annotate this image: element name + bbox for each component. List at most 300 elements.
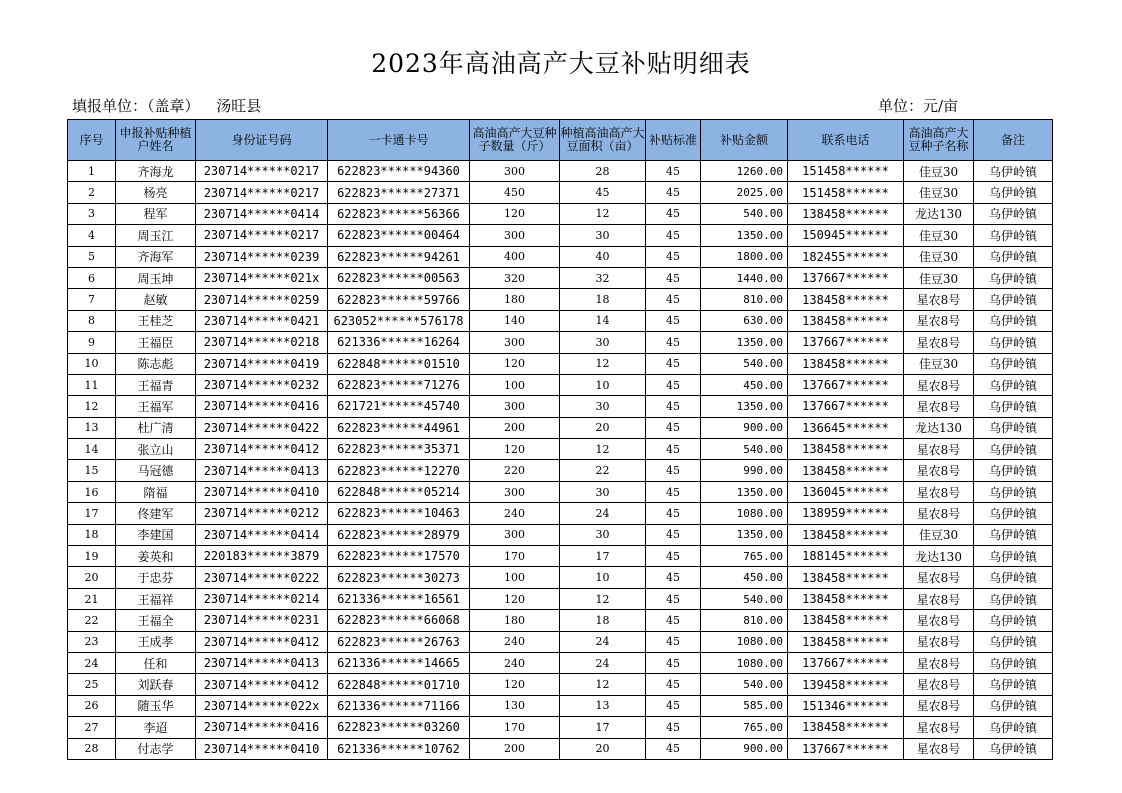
cell-card-number: 622823******56366: [328, 203, 470, 224]
cell-applicant-name: 周玉江: [116, 225, 196, 246]
cell-id-number: 230714******0232: [196, 374, 328, 395]
cell-applicant-name: 杨亮: [116, 182, 196, 203]
cell-applicant-name: 程军: [116, 203, 196, 224]
cell-applicant-name: 佟建军: [116, 503, 196, 524]
cell-subsidy-rate: 45: [646, 332, 701, 353]
table-row: [68, 674, 1053, 695]
cell-remarks: 乌伊岭镇: [974, 674, 1053, 695]
cell-subsidy-rate: 45: [646, 439, 701, 460]
cell-seed-quantity: 200: [470, 738, 560, 759]
cell-card-number: 621336******71166: [328, 695, 470, 716]
cell-seed-name: 星农8号: [904, 631, 974, 652]
table-row: [68, 417, 1053, 438]
table-row: [68, 588, 1053, 609]
cell-subsidy-rate: 45: [646, 225, 701, 246]
cell-card-number: 622823******17570: [328, 546, 470, 567]
cell-subsidy-rate: 45: [646, 460, 701, 481]
cell-index: 25: [68, 674, 116, 695]
table-row: [68, 460, 1053, 481]
cell-phone: 137667******: [788, 396, 904, 417]
cell-planting-area: 10: [560, 374, 646, 395]
cell-index: 3: [68, 203, 116, 224]
cell-phone: 136645******: [788, 417, 904, 438]
cell-index: 5: [68, 246, 116, 267]
cell-phone: 150945******: [788, 225, 904, 246]
cell-applicant-name: 任和: [116, 652, 196, 673]
cell-id-number: 230714******0412: [196, 674, 328, 695]
cell-subsidy-amount: 540.00: [701, 353, 788, 374]
cell-id-number: 230714******0413: [196, 460, 328, 481]
cell-index: 18: [68, 524, 116, 545]
cell-id-number: 230714******0217: [196, 225, 328, 246]
cell-card-number: 621336******14665: [328, 652, 470, 673]
header-planting-area: 种植高油高产大豆面积（亩）: [560, 120, 646, 161]
cell-index: 20: [68, 567, 116, 588]
cell-id-number: 230714******0416: [196, 396, 328, 417]
cell-subsidy-amount: 540.00: [701, 674, 788, 695]
cell-card-number: 622848******01710: [328, 674, 470, 695]
cell-phone: 138959******: [788, 503, 904, 524]
cell-subsidy-amount: 540.00: [701, 588, 788, 609]
cell-subsidy-amount: 990.00: [701, 460, 788, 481]
cell-index: 24: [68, 652, 116, 673]
cell-subsidy-rate: 45: [646, 631, 701, 652]
cell-id-number: 230714******0218: [196, 332, 328, 353]
cell-id-number: 230714******0416: [196, 717, 328, 738]
cell-id-number: 230714******0239: [196, 246, 328, 267]
cell-remarks: 乌伊岭镇: [974, 631, 1053, 652]
cell-subsidy-amount: 810.00: [701, 289, 788, 310]
cell-planting-area: 14: [560, 310, 646, 331]
cell-id-number: 230714******022x: [196, 695, 328, 716]
cell-id-number: 220183******3879: [196, 546, 328, 567]
cell-card-number: 621336******16561: [328, 588, 470, 609]
cell-index: 8: [68, 310, 116, 331]
cell-remarks: 乌伊岭镇: [974, 203, 1053, 224]
cell-applicant-name: 李建国: [116, 524, 196, 545]
cell-seed-name: 星农8号: [904, 289, 974, 310]
header-card-number: 一卡通卡号: [328, 120, 470, 161]
cell-planting-area: 24: [560, 503, 646, 524]
table-row: [68, 439, 1053, 460]
cell-card-number: 622823******44961: [328, 417, 470, 438]
cell-id-number: 230714******0217: [196, 182, 328, 203]
header-applicant-name: 申报补贴种植户姓名: [116, 120, 196, 161]
cell-subsidy-amount: 810.00: [701, 610, 788, 631]
header-seed-quantity: 高油高产大豆种子数量（斤）: [470, 120, 560, 161]
cell-planting-area: 30: [560, 225, 646, 246]
cell-subsidy-amount: 765.00: [701, 717, 788, 738]
cell-card-number: 622823******94261: [328, 246, 470, 267]
cell-planting-area: 18: [560, 289, 646, 310]
cell-remarks: 乌伊岭镇: [974, 267, 1053, 288]
cell-phone: 138458******: [788, 610, 904, 631]
cell-planting-area: 17: [560, 546, 646, 567]
cell-phone: 151458******: [788, 182, 904, 203]
cell-applicant-name: 姜英和: [116, 546, 196, 567]
cell-planting-area: 22: [560, 460, 646, 481]
cell-seed-name: 佳豆30: [904, 267, 974, 288]
cell-phone: 138458******: [788, 524, 904, 545]
cell-applicant-name: 陈志彪: [116, 353, 196, 374]
cell-remarks: 乌伊岭镇: [974, 546, 1053, 567]
cell-applicant-name: 齐海军: [116, 246, 196, 267]
cell-applicant-name: 李迢: [116, 717, 196, 738]
cell-subsidy-amount: 1080.00: [701, 631, 788, 652]
cell-index: 4: [68, 225, 116, 246]
cell-phone: 138458******: [788, 310, 904, 331]
cell-planting-area: 20: [560, 738, 646, 759]
cell-planting-area: 12: [560, 674, 646, 695]
cell-id-number: 230714******0231: [196, 610, 328, 631]
cell-index: 15: [68, 460, 116, 481]
cell-planting-area: 24: [560, 631, 646, 652]
cell-index: 26: [68, 695, 116, 716]
cell-subsidy-amount: 1350.00: [701, 225, 788, 246]
cell-planting-area: 45: [560, 182, 646, 203]
cell-subsidy-rate: 45: [646, 203, 701, 224]
cell-seed-name: 星农8号: [904, 610, 974, 631]
table-row: [68, 481, 1053, 502]
cell-id-number: 230714******0421: [196, 310, 328, 331]
cell-seed-name: 星农8号: [904, 396, 974, 417]
cell-planting-area: 12: [560, 439, 646, 460]
cell-remarks: 乌伊岭镇: [974, 289, 1053, 310]
cell-card-number: 622823******10463: [328, 503, 470, 524]
cell-index: 21: [68, 588, 116, 609]
cell-planting-area: 20: [560, 417, 646, 438]
cell-subsidy-amount: 765.00: [701, 546, 788, 567]
cell-subsidy-amount: 1350.00: [701, 524, 788, 545]
cell-remarks: 乌伊岭镇: [974, 310, 1053, 331]
cell-seed-quantity: 120: [470, 203, 560, 224]
cell-index: 6: [68, 267, 116, 288]
cell-seed-name: 星农8号: [904, 738, 974, 759]
cell-index: 7: [68, 289, 116, 310]
cell-index: 2: [68, 182, 116, 203]
reporting-unit-value: 汤旺县: [216, 97, 262, 115]
cell-phone: 137667******: [788, 652, 904, 673]
header-id-number: 身份证号码: [196, 120, 328, 161]
cell-id-number: 230714******0422: [196, 417, 328, 438]
cell-planting-area: 12: [560, 588, 646, 609]
table-body: [68, 161, 1053, 760]
table-row: [68, 246, 1053, 267]
cell-phone: 137667******: [788, 374, 904, 395]
cell-seed-name: 星农8号: [904, 695, 974, 716]
cell-seed-name: 星农8号: [904, 717, 974, 738]
cell-remarks: 乌伊岭镇: [974, 396, 1053, 417]
cell-seed-quantity: 400: [470, 246, 560, 267]
cell-seed-quantity: 240: [470, 652, 560, 673]
cell-index: 19: [68, 546, 116, 567]
cell-seed-name: 星农8号: [904, 481, 974, 502]
cell-subsidy-rate: 45: [646, 310, 701, 331]
cell-id-number: 230714******0414: [196, 524, 328, 545]
cell-seed-quantity: 120: [470, 353, 560, 374]
cell-subsidy-amount: 540.00: [701, 203, 788, 224]
cell-id-number: 230714******0414: [196, 203, 328, 224]
cell-subsidy-amount: 1260.00: [701, 161, 788, 182]
cell-card-number: 622848******01510: [328, 353, 470, 374]
cell-subsidy-rate: 45: [646, 610, 701, 631]
cell-seed-name: 佳豆30: [904, 225, 974, 246]
cell-seed-name: 星农8号: [904, 439, 974, 460]
cell-subsidy-rate: 45: [646, 246, 701, 267]
cell-phone: 137667******: [788, 332, 904, 353]
cell-card-number: 622823******66068: [328, 610, 470, 631]
header-phone: 联系电话: [788, 120, 904, 161]
cell-id-number: 230714******0214: [196, 588, 328, 609]
cell-id-number: 230714******0259: [196, 289, 328, 310]
cell-remarks: 乌伊岭镇: [974, 353, 1053, 374]
cell-subsidy-rate: 45: [646, 524, 701, 545]
cell-subsidy-amount: 900.00: [701, 738, 788, 759]
cell-subsidy-amount: 585.00: [701, 695, 788, 716]
cell-card-number: 622823******71276: [328, 374, 470, 395]
subsidy-table: [67, 119, 1053, 760]
table-row: [68, 310, 1053, 331]
cell-planting-area: 40: [560, 246, 646, 267]
cell-applicant-name: 赵敏: [116, 289, 196, 310]
cell-subsidy-amount: 1080.00: [701, 503, 788, 524]
cell-seed-quantity: 120: [470, 439, 560, 460]
cell-subsidy-rate: 45: [646, 396, 701, 417]
cell-subsidy-rate: 45: [646, 481, 701, 502]
cell-subsidy-amount: 1800.00: [701, 246, 788, 267]
cell-remarks: 乌伊岭镇: [974, 524, 1053, 545]
table-row: [68, 546, 1053, 567]
cell-planting-area: 30: [560, 524, 646, 545]
cell-planting-area: 10: [560, 567, 646, 588]
cell-applicant-name: 王福臣: [116, 332, 196, 353]
cell-index: 23: [68, 631, 116, 652]
cell-seed-quantity: 240: [470, 503, 560, 524]
cell-phone: 138458******: [788, 460, 904, 481]
cell-card-number: 622823******00464: [328, 225, 470, 246]
cell-applicant-name: 于忠芬: [116, 567, 196, 588]
cell-id-number: 230714******0412: [196, 631, 328, 652]
cell-seed-quantity: 320: [470, 267, 560, 288]
cell-subsidy-rate: 45: [646, 717, 701, 738]
cell-remarks: 乌伊岭镇: [974, 503, 1053, 524]
cell-planting-area: 12: [560, 203, 646, 224]
cell-remarks: 乌伊岭镇: [974, 738, 1053, 759]
cell-seed-quantity: 300: [470, 396, 560, 417]
cell-remarks: 乌伊岭镇: [974, 717, 1053, 738]
cell-id-number: 230714******0419: [196, 353, 328, 374]
cell-subsidy-rate: 45: [646, 267, 701, 288]
cell-planting-area: 12: [560, 353, 646, 374]
cell-remarks: 乌伊岭镇: [974, 225, 1053, 246]
cell-subsidy-amount: 1350.00: [701, 481, 788, 502]
cell-card-number: 622823******28979: [328, 524, 470, 545]
cell-phone: 138458******: [788, 717, 904, 738]
cell-seed-name: 龙达130: [904, 546, 974, 567]
cell-subsidy-amount: 450.00: [701, 567, 788, 588]
cell-applicant-name: 付志学: [116, 738, 196, 759]
cell-remarks: 乌伊岭镇: [974, 246, 1053, 267]
table-row: [68, 610, 1053, 631]
cell-card-number: 622823******27371: [328, 182, 470, 203]
table-row: [68, 524, 1053, 545]
cell-phone: 188145******: [788, 546, 904, 567]
cell-seed-name: 佳豆30: [904, 353, 974, 374]
cell-card-number: 622823******00563: [328, 267, 470, 288]
cell-index: 1: [68, 161, 116, 182]
cell-index: 14: [68, 439, 116, 460]
cell-id-number: 230714******0212: [196, 503, 328, 524]
cell-seed-name: 星农8号: [904, 332, 974, 353]
cell-card-number: 622823******03260: [328, 717, 470, 738]
cell-seed-quantity: 200: [470, 417, 560, 438]
cell-subsidy-rate: 45: [646, 503, 701, 524]
cell-seed-quantity: 170: [470, 546, 560, 567]
cell-planting-area: 18: [560, 610, 646, 631]
table-row: [68, 289, 1053, 310]
cell-phone: 138458******: [788, 631, 904, 652]
cell-seed-quantity: 220: [470, 460, 560, 481]
header-subsidy-amount: 补贴金额: [701, 120, 788, 161]
cell-id-number: 230714******021x: [196, 267, 328, 288]
table-row: [68, 396, 1053, 417]
cell-seed-name: 佳豆30: [904, 246, 974, 267]
table-row: [68, 652, 1053, 673]
cell-applicant-name: 齐海龙: [116, 161, 196, 182]
cell-seed-name: 星农8号: [904, 567, 974, 588]
cell-seed-quantity: 300: [470, 225, 560, 246]
page-title: 2023年高油高产大豆补贴明细表: [371, 49, 751, 78]
cell-applicant-name: 隋福: [116, 481, 196, 502]
cell-remarks: 乌伊岭镇: [974, 695, 1053, 716]
cell-subsidy-amount: 1350.00: [701, 396, 788, 417]
cell-applicant-name: 王成孝: [116, 631, 196, 652]
cell-subsidy-rate: 45: [646, 695, 701, 716]
cell-planting-area: 28: [560, 161, 646, 182]
cell-seed-quantity: 300: [470, 481, 560, 502]
cell-index: 9: [68, 332, 116, 353]
cell-remarks: 乌伊岭镇: [974, 610, 1053, 631]
cell-applicant-name: 王福军: [116, 396, 196, 417]
cell-card-number: 622823******12270: [328, 460, 470, 481]
cell-remarks: 乌伊岭镇: [974, 332, 1053, 353]
cell-card-number: 622823******30273: [328, 567, 470, 588]
cell-phone: 182455******: [788, 246, 904, 267]
cell-phone: 137667******: [788, 738, 904, 759]
cell-card-number: 622823******35371: [328, 439, 470, 460]
cell-applicant-name: 刘跃春: [116, 674, 196, 695]
cell-seed-name: 星农8号: [904, 674, 974, 695]
cell-applicant-name: 张立山: [116, 439, 196, 460]
cell-planting-area: 24: [560, 652, 646, 673]
table-row: [68, 353, 1053, 374]
cell-phone: 151346******: [788, 695, 904, 716]
cell-seed-quantity: 100: [470, 567, 560, 588]
cell-applicant-name: 杜广清: [116, 417, 196, 438]
cell-subsidy-amount: 1440.00: [701, 267, 788, 288]
cell-seed-name: 龙达130: [904, 203, 974, 224]
cell-remarks: 乌伊岭镇: [974, 374, 1053, 395]
cell-index: 13: [68, 417, 116, 438]
table-row: [68, 225, 1053, 246]
cell-subsidy-rate: 45: [646, 417, 701, 438]
cell-subsidy-amount: 900.00: [701, 417, 788, 438]
cell-id-number: 230714******0413: [196, 652, 328, 673]
cell-card-number: 621336******10762: [328, 738, 470, 759]
cell-applicant-name: 随玉华: [116, 695, 196, 716]
cell-subsidy-rate: 45: [646, 674, 701, 695]
header-seed-name: 高油高产大豆种子名称: [904, 120, 974, 161]
cell-remarks: 乌伊岭镇: [974, 439, 1053, 460]
cell-id-number: 230714******0412: [196, 439, 328, 460]
cell-seed-quantity: 240: [470, 631, 560, 652]
header-index: 序号: [68, 120, 116, 161]
cell-index: 17: [68, 503, 116, 524]
cell-card-number: 621336******16264: [328, 332, 470, 353]
cell-index: 12: [68, 396, 116, 417]
cell-id-number: 230714******0217: [196, 161, 328, 182]
cell-planting-area: 32: [560, 267, 646, 288]
cell-planting-area: 30: [560, 481, 646, 502]
cell-seed-name: 星农8号: [904, 652, 974, 673]
cell-seed-quantity: 300: [470, 161, 560, 182]
table-row: [68, 695, 1053, 716]
cell-id-number: 230714******0410: [196, 738, 328, 759]
cell-seed-quantity: 300: [470, 524, 560, 545]
cell-applicant-name: 周玉坤: [116, 267, 196, 288]
table-row: [68, 717, 1053, 738]
cell-phone: 139458******: [788, 674, 904, 695]
table-row: [68, 203, 1053, 224]
cell-planting-area: 30: [560, 396, 646, 417]
cell-subsidy-amount: 1080.00: [701, 652, 788, 673]
cell-card-number: 623052******576178: [328, 310, 470, 331]
cell-seed-quantity: 120: [470, 588, 560, 609]
table-row: [68, 374, 1053, 395]
cell-subsidy-amount: 540.00: [701, 439, 788, 460]
cell-seed-name: 星农8号: [904, 503, 974, 524]
cell-seed-name: 星农8号: [904, 588, 974, 609]
cell-index: 27: [68, 717, 116, 738]
table-row: [68, 182, 1053, 203]
cell-remarks: 乌伊岭镇: [974, 182, 1053, 203]
cell-seed-quantity: 140: [470, 310, 560, 331]
table-row: [68, 332, 1053, 353]
cell-applicant-name: 王桂芝: [116, 310, 196, 331]
cell-phone: 138458******: [788, 203, 904, 224]
cell-phone: 138458******: [788, 439, 904, 460]
cell-card-number: 622848******05214: [328, 481, 470, 502]
reporting-unit: [72, 95, 273, 116]
cell-seed-quantity: 130: [470, 695, 560, 716]
cell-phone: 151458******: [788, 161, 904, 182]
cell-applicant-name: 王福祥: [116, 588, 196, 609]
cell-seed-quantity: 100: [470, 374, 560, 395]
cell-subsidy-rate: 45: [646, 161, 701, 182]
table-row: [68, 503, 1053, 524]
cell-index: 22: [68, 610, 116, 631]
cell-subsidy-amount: 450.00: [701, 374, 788, 395]
cell-subsidy-rate: 45: [646, 652, 701, 673]
cell-phone: 138458******: [788, 567, 904, 588]
cell-subsidy-rate: 45: [646, 289, 701, 310]
header-subsidy-rate: 补贴标准: [646, 120, 701, 161]
header-remarks: 备注: [974, 120, 1053, 161]
cell-index: 10: [68, 353, 116, 374]
cell-id-number: 230714******0410: [196, 481, 328, 502]
cell-seed-quantity: 180: [470, 610, 560, 631]
cell-applicant-name: 王福全: [116, 610, 196, 631]
